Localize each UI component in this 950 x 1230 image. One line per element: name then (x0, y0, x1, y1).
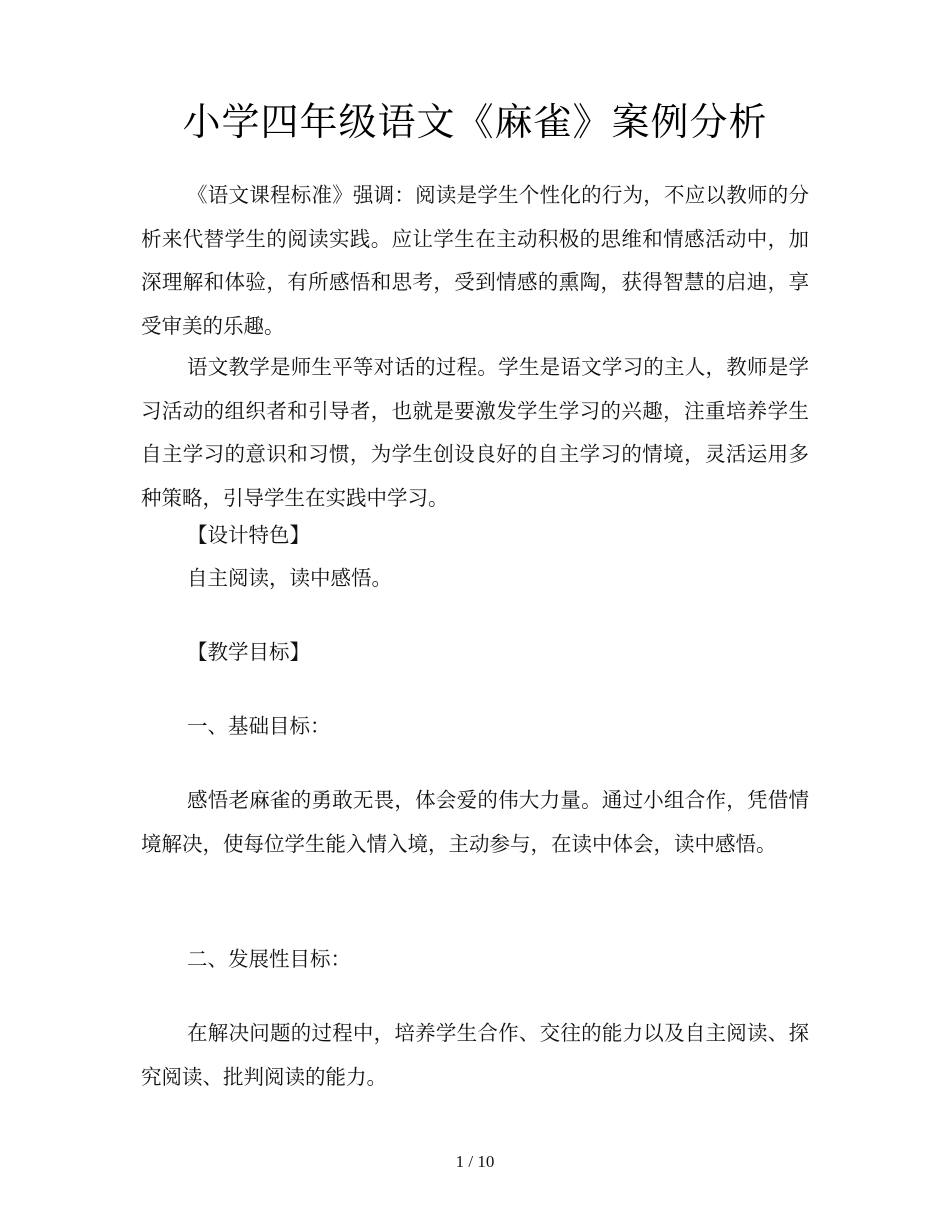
heading-teaching-goals: 【教学目标】 (187, 640, 310, 664)
document-title: 小学四年级语文《麻雀》案例分析 (182, 100, 768, 144)
paragraph-teaching-dialogue: 语文教学是师生平等对话的过程。学生是语文学习的主人，教师是学习活动的组织者和引导者，也就是要激发学生学习的兴趣，注重培养学生自主学习的意识和习惯，为学生创设良好的自主学习的情境，灵活运用多种策略，引导学生在实践中学习。 (141, 355, 809, 510)
text-design-features: 自主阅读，读中感悟。 (187, 566, 392, 590)
heading-design-features: 【设计特色】 (187, 523, 310, 547)
heading-basic-goal: 一、基础目标： (187, 714, 331, 738)
text-development-goal: 在解决问题的过程中，培养学生合作、交往的能力以及自主阅读、探究阅读、批判阅读的能力。 (141, 1021, 809, 1089)
text-basic-goal: 感悟老麻雀的勇敢无畏，体会爱的伟大力量。通过小组合作，凭借情境解决，使每位学生能入情入境，主动参与，在读中体会，读中感悟。 (141, 788, 809, 856)
page-number: 1 / 10 (455, 1152, 495, 1171)
heading-development-goal: 二、发展性目标： (187, 947, 351, 971)
paragraph-curriculum-standard: 《语文课程标准》强调：阅读是学生个性化的行为，不应以教师的分析来代替学生的阅读实践。应让学生在主动积极的思维和情感活动中，加深理解和体验，有所感悟和思考，受到情感的熏陶，获得智慧的启迪，享受审美的乐趣。 (141, 183, 809, 338)
